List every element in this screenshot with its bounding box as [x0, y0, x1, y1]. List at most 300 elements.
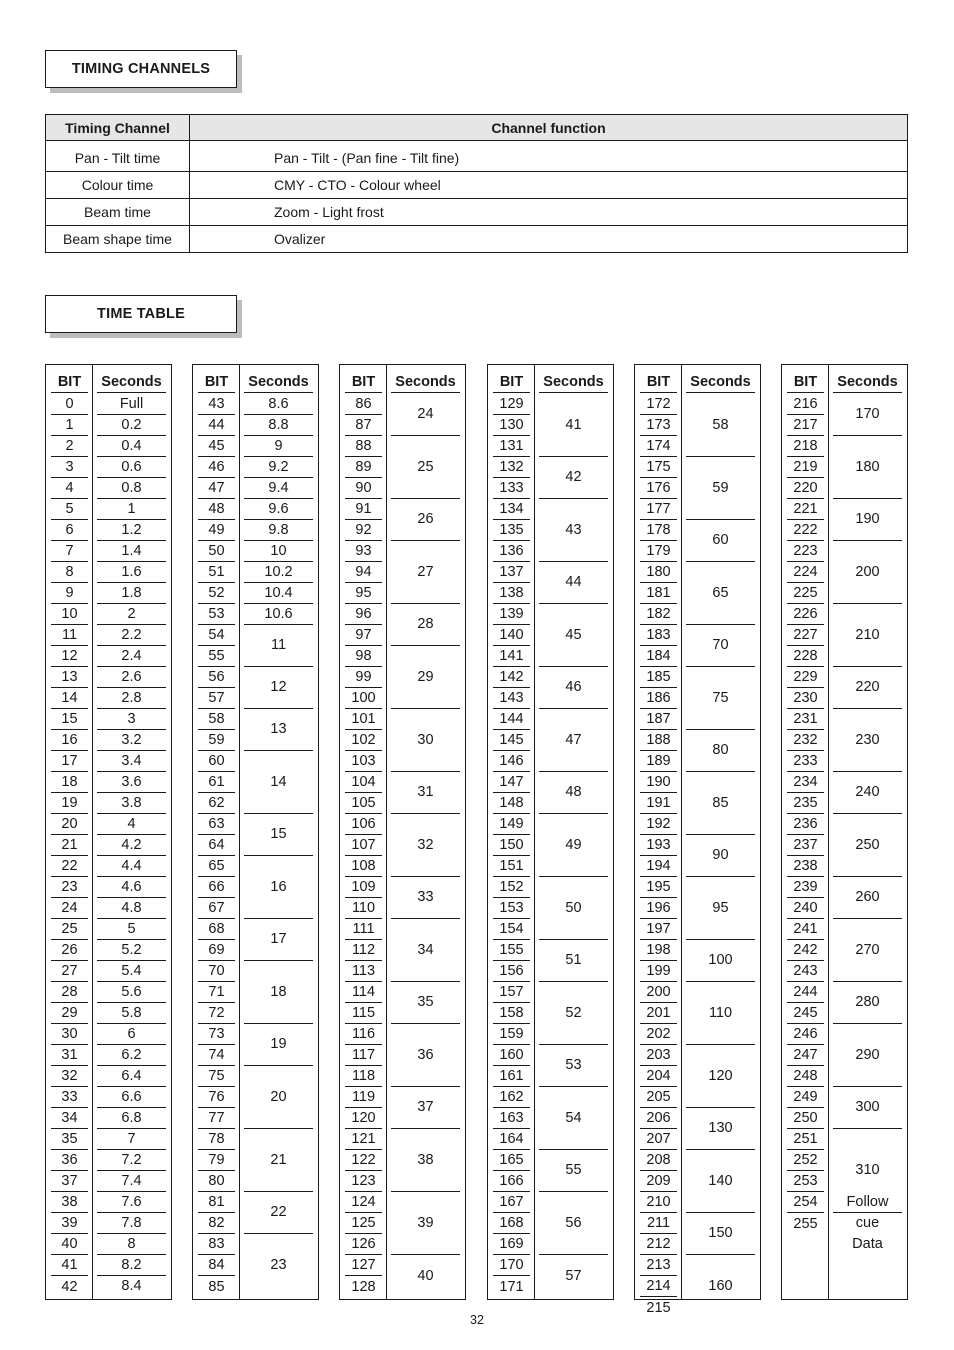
bit-cell: 22: [51, 856, 88, 877]
seconds-cell: 170: [833, 394, 902, 436]
bit-cell: 55: [198, 646, 235, 667]
seconds-cell: 60: [686, 520, 755, 562]
seconds-cell: 290: [833, 1024, 902, 1087]
bit-cell: 212: [640, 1234, 677, 1255]
column-divider: [239, 365, 240, 1299]
bit-cell: 243: [787, 961, 824, 982]
seconds-cell: 7: [97, 1129, 166, 1150]
bit-cell: 65: [198, 856, 235, 877]
bit-cell: 149: [493, 814, 530, 835]
bit-cell: 84: [198, 1255, 235, 1276]
bit-cell: 185: [640, 667, 677, 688]
bit-cell: 169: [493, 1234, 530, 1255]
seconds-cell: 270: [833, 919, 902, 982]
seconds-cell: 10.2: [244, 562, 313, 583]
bit-cell: 112: [345, 940, 382, 961]
bit-cell: 104: [345, 772, 382, 793]
bit-cell: 141: [493, 646, 530, 667]
seconds-cell: 230: [833, 709, 902, 772]
bit-cell: 51: [198, 562, 235, 583]
seconds-cell: 280: [833, 982, 902, 1024]
seconds-cell: 28: [391, 604, 460, 646]
timing-channels-table: [45, 114, 908, 253]
seconds-cell: 6.2: [97, 1045, 166, 1066]
seconds-cell: 44: [539, 562, 608, 604]
bit-cell: 1: [51, 415, 88, 436]
bit-cell: 49: [198, 520, 235, 541]
seconds-cell: 30: [391, 709, 460, 772]
bit-cell: 4: [51, 478, 88, 499]
bit-cell: 126: [345, 1234, 382, 1255]
bit-cell: 148: [493, 793, 530, 814]
timing-channel-cell: Pan - Tilt time: [46, 141, 190, 172]
bit-cell: 135: [493, 520, 530, 541]
seconds-cell: 110: [686, 982, 755, 1045]
seconds-cell: 4.4: [97, 856, 166, 877]
seconds-cell: 5.8: [97, 1003, 166, 1024]
bit-cell: 56: [198, 667, 235, 688]
bit-cell: 45: [198, 436, 235, 457]
bit-cell: 115: [345, 1003, 382, 1024]
seconds-cell: 12: [244, 667, 313, 709]
bit-cell: 216: [787, 394, 824, 415]
bit-cell: 247: [787, 1045, 824, 1066]
bit-cell: 188: [640, 730, 677, 751]
timing-row: [46, 141, 908, 172]
seconds-cell: 2.4: [97, 646, 166, 667]
bit-cell: 164: [493, 1129, 530, 1150]
seconds-cell: 240: [833, 772, 902, 814]
bit-cell: 221: [787, 499, 824, 520]
bit-cell: 111: [345, 919, 382, 940]
bit-cell: 130: [493, 415, 530, 436]
bit-cell: 36: [51, 1150, 88, 1171]
bit-cell: 232: [787, 730, 824, 751]
bit-cell: 249: [787, 1087, 824, 1108]
bit-cell: 121: [345, 1129, 382, 1150]
seconds-cell: 5: [97, 919, 166, 940]
bit-cell: 157: [493, 982, 530, 1003]
header-underline: [787, 392, 824, 393]
bit-cell: 87: [345, 415, 382, 436]
bit-cell: 191: [640, 793, 677, 814]
bit-cell: 173: [640, 415, 677, 436]
seconds-cell: 3.8: [97, 793, 166, 814]
seconds-cell: 38: [391, 1129, 460, 1192]
bit-cell: 175: [640, 457, 677, 478]
bit-cell: 81: [198, 1192, 235, 1213]
seconds-cell: 200: [833, 541, 902, 604]
bit-cell: 91: [345, 499, 382, 520]
column-divider: [681, 365, 682, 1299]
bit-cell: 34: [51, 1108, 88, 1129]
bit-cell: 229: [787, 667, 824, 688]
bit-cell: 217: [787, 415, 824, 436]
bit-cell: 0: [51, 394, 88, 415]
bit-cell: 71: [198, 982, 235, 1003]
bit-cell: 5: [51, 499, 88, 520]
bit-cell: 99: [345, 667, 382, 688]
bit-cell: 123: [345, 1171, 382, 1192]
bit-cell: 75: [198, 1066, 235, 1087]
seconds-cell: 59: [686, 457, 755, 520]
bit-cell: 184: [640, 646, 677, 667]
bit-cell: 234: [787, 772, 824, 793]
seconds-cell: 10.6: [244, 604, 313, 625]
seconds-cell: Follow cue Data: [846, 1194, 889, 1252]
seconds-cell: 220: [833, 667, 902, 709]
bit-header: BIT: [57, 373, 82, 390]
bit-cell: 192: [640, 814, 677, 835]
bit-cell: 203: [640, 1045, 677, 1066]
timing-row: [46, 199, 908, 226]
bit-cell: 154: [493, 919, 530, 940]
bit-cell: 174: [640, 436, 677, 457]
bit-cell: 39: [51, 1213, 88, 1234]
seconds-cell: 0.2: [97, 415, 166, 436]
bit-cell: 168: [493, 1213, 530, 1234]
seconds-cell: 6.4: [97, 1066, 166, 1087]
seconds-cell: 17: [244, 919, 313, 961]
seconds-cell: 7.4: [97, 1171, 166, 1192]
seconds-cell: 260: [833, 877, 902, 919]
bit-cell: 16: [51, 730, 88, 751]
time-table-column: [781, 364, 908, 1300]
bit-cell: 26: [51, 940, 88, 961]
seconds-cell: 23: [270, 1257, 287, 1273]
seconds-cell: 26: [391, 499, 460, 541]
seconds-cell: 39: [391, 1192, 460, 1255]
bit-cell: 183: [640, 625, 677, 646]
bit-cell: 7: [51, 541, 88, 562]
seconds-cell: 14: [244, 751, 313, 814]
bit-cell: 231: [787, 709, 824, 730]
seconds-cell: 36: [391, 1024, 460, 1087]
bit-cell: 48: [198, 499, 235, 520]
seconds-cell: 56: [539, 1192, 608, 1255]
seconds-cell: 4.6: [97, 877, 166, 898]
bit-cell: 150: [493, 835, 530, 856]
bit-cell: 38: [51, 1192, 88, 1213]
bit-cell: 177: [640, 499, 677, 520]
seconds-cell: 47: [539, 709, 608, 772]
seconds-header: Seconds: [543, 373, 604, 390]
seconds-cell: 1.4: [97, 541, 166, 562]
bit-cell: 161: [493, 1066, 530, 1087]
seconds-header: Seconds: [837, 373, 898, 390]
bit-cell: 227: [787, 625, 824, 646]
bit-cell: 202: [640, 1024, 677, 1045]
bit-cell: 24: [51, 898, 88, 919]
bit-cell: 181: [640, 583, 677, 604]
bit-cell: 170: [493, 1255, 530, 1276]
seconds-cell: 9.4: [244, 478, 313, 499]
bit-cell: 172: [640, 394, 677, 415]
bit-cell: 83: [198, 1234, 235, 1255]
seconds-cell: 1.8: [97, 583, 166, 604]
seconds-cell: 37: [391, 1087, 460, 1129]
bit-cell: 25: [51, 919, 88, 940]
header-underline: [686, 392, 755, 393]
bit-cell: 15: [51, 709, 88, 730]
bit-cell: 2: [51, 436, 88, 457]
bit-cell: 96: [345, 604, 382, 625]
seconds-cell: 190: [833, 499, 902, 541]
seconds-cell: 5.6: [97, 982, 166, 1003]
seconds-cell: 9: [244, 436, 313, 457]
bit-cell: 245: [787, 1003, 824, 1024]
channel-function-cell: CMY - CTO - Colour wheel: [190, 172, 908, 199]
seconds-cell: 32: [391, 814, 460, 877]
timing-channels-title-text: TIMING CHANNELS: [71, 61, 211, 77]
seconds-cell: 140: [686, 1150, 755, 1213]
seconds-cell: 80: [686, 730, 755, 772]
bit-cell: 213: [640, 1255, 677, 1276]
timing-row: [46, 226, 908, 253]
bit-cell: 140: [493, 625, 530, 646]
seconds-cell: 49: [539, 814, 608, 877]
bit-cell: 252: [787, 1150, 824, 1171]
header-underline: [833, 392, 902, 393]
seconds-cell: 8.2: [97, 1255, 166, 1276]
bit-cell: 105: [345, 793, 382, 814]
bit-cell: 223: [787, 541, 824, 562]
bit-cell: 195: [640, 877, 677, 898]
bit-cell: 171: [499, 1278, 524, 1295]
bit-cell: 134: [493, 499, 530, 520]
seconds-cell: 4.8: [97, 898, 166, 919]
bit-cell: 54: [198, 625, 235, 646]
bit-cell: 100: [345, 688, 382, 709]
bit-cell: 160: [493, 1045, 530, 1066]
bit-cell: 106: [345, 814, 382, 835]
seconds-cell: 51: [539, 940, 608, 982]
bit-cell: 76: [198, 1087, 235, 1108]
bit-cell: 248: [787, 1066, 824, 1087]
bit-cell: 197: [640, 919, 677, 940]
seconds-cell: 10.4: [244, 583, 313, 604]
bit-cell: 32: [51, 1066, 88, 1087]
bit-cell: 74: [198, 1045, 235, 1066]
bit-cell: 138: [493, 583, 530, 604]
column-divider: [534, 365, 535, 1299]
seconds-cell: 3.2: [97, 730, 166, 751]
bit-cell: 17: [51, 751, 88, 772]
channel-function-cell: Ovalizer: [190, 226, 908, 253]
bit-cell: 124: [345, 1192, 382, 1213]
seconds-cell: 40: [417, 1267, 434, 1284]
bit-cell: 113: [345, 961, 382, 982]
bit-cell: 14: [51, 688, 88, 709]
bit-cell: 208: [640, 1150, 677, 1171]
page-number: 32: [470, 1313, 484, 1327]
bit-cell: 122: [345, 1150, 382, 1171]
seconds-cell: 6: [97, 1024, 166, 1045]
bit-cell: 236: [787, 814, 824, 835]
bit-cell: 241: [787, 919, 824, 940]
bit-cell: 159: [493, 1024, 530, 1045]
bit-cell: 250: [787, 1108, 824, 1129]
bit-cell: 133: [493, 478, 530, 499]
seconds-cell: 70: [686, 625, 755, 667]
bit-cell: 158: [493, 1003, 530, 1024]
seconds-cell: 19: [244, 1024, 313, 1066]
bit-cell: 179: [640, 541, 677, 562]
seconds-cell: 0.8: [97, 478, 166, 499]
seconds-cell: 160: [708, 1278, 733, 1294]
bit-cell: 42: [61, 1278, 78, 1295]
bit-cell: 97: [345, 625, 382, 646]
bit-cell: 224: [787, 562, 824, 583]
seconds-cell: 2: [97, 604, 166, 625]
seconds-cell: 180: [833, 436, 902, 499]
bit-header: BIT: [351, 373, 376, 390]
bit-cell: 251: [787, 1129, 824, 1150]
seconds-cell: 4.2: [97, 835, 166, 856]
seconds-cell: 4: [97, 814, 166, 835]
bit-cell: 143: [493, 688, 530, 709]
seconds-cell: 5.4: [97, 961, 166, 982]
seconds-cell: 210: [833, 604, 902, 667]
seconds-cell: 13: [244, 709, 313, 751]
bit-cell: 228: [787, 646, 824, 667]
seconds-cell: 5.2: [97, 940, 166, 961]
bit-cell: 178: [640, 520, 677, 541]
bit-cell: 44: [198, 415, 235, 436]
bit-cell: 88: [345, 436, 382, 457]
bit-cell: 23: [51, 877, 88, 898]
seconds-cell: 54: [539, 1087, 608, 1150]
bit-cell: 119: [345, 1087, 382, 1108]
bit-cell: 92: [345, 520, 382, 541]
bit-cell: 205: [640, 1087, 677, 1108]
bit-cell: 110: [345, 898, 382, 919]
seconds-header: Seconds: [101, 373, 162, 390]
bit-cell: 79: [198, 1150, 235, 1171]
seconds-cell: 2.8: [97, 688, 166, 709]
bit-cell: 68: [198, 919, 235, 940]
bit-cell: 214: [640, 1276, 677, 1297]
bit-cell: 225: [787, 583, 824, 604]
channel-function-cell: Pan - Tilt - (Pan fine - Tilt fine): [190, 141, 908, 172]
bit-cell: 46: [198, 457, 235, 478]
seconds-cell: 24: [391, 394, 460, 436]
bit-cell: 70: [198, 961, 235, 982]
bit-cell: 8: [51, 562, 88, 583]
bit-cell: 21: [51, 835, 88, 856]
seconds-cell: 3: [97, 709, 166, 730]
seconds-cell: 6.8: [97, 1108, 166, 1129]
bit-cell: 78: [198, 1129, 235, 1150]
bit-cell: 86: [345, 394, 382, 415]
header-underline: [198, 392, 235, 393]
seconds-cell: 18: [244, 961, 313, 1024]
seconds-cell: 120: [686, 1045, 755, 1108]
bit-cell: 103: [345, 751, 382, 772]
bit-cell: 166: [493, 1171, 530, 1192]
bit-cell: 47: [198, 478, 235, 499]
seconds-cell: 310: [833, 1129, 902, 1213]
bit-cell: 69: [198, 940, 235, 961]
seconds-cell: 85: [686, 772, 755, 835]
bit-cell: 94: [345, 562, 382, 583]
bit-cell: 85: [208, 1278, 225, 1295]
timing-row: [46, 172, 908, 199]
seconds-cell: 8: [97, 1234, 166, 1255]
bit-header: BIT: [793, 373, 818, 390]
seconds-cell: 9.2: [244, 457, 313, 478]
seconds-cell: 2.2: [97, 625, 166, 646]
seconds-cell: 15: [244, 814, 313, 856]
timing-channel-cell: Colour time: [46, 172, 190, 199]
bit-cell: 10: [51, 604, 88, 625]
seconds-cell: 1.2: [97, 520, 166, 541]
channel-function-cell: Zoom - Light frost: [190, 199, 908, 226]
bit-cell: 139: [493, 604, 530, 625]
seconds-cell: Full: [97, 394, 166, 415]
bit-cell: 116: [345, 1024, 382, 1045]
seconds-cell: 41: [539, 394, 608, 457]
seconds-cell: 130: [686, 1108, 755, 1150]
bit-cell: 142: [493, 667, 530, 688]
seconds-cell: 42: [539, 457, 608, 499]
header-underline: [51, 392, 88, 393]
bit-cell: 176: [640, 478, 677, 499]
bit-header: BIT: [499, 373, 524, 390]
bit-cell: 220: [787, 478, 824, 499]
bit-cell: 114: [345, 982, 382, 1003]
bit-cell: 43: [198, 394, 235, 415]
header-underline: [640, 392, 677, 393]
bit-cell: 193: [640, 835, 677, 856]
bit-cell: 255: [793, 1215, 818, 1232]
bit-cell: 18: [51, 772, 88, 793]
seconds-cell: 57: [565, 1267, 582, 1284]
bit-cell: 64: [198, 835, 235, 856]
bit-cell: 238: [787, 856, 824, 877]
bit-cell: 12: [51, 646, 88, 667]
seconds-cell: 0.6: [97, 457, 166, 478]
seconds-cell: 25: [391, 436, 460, 499]
bit-cell: 240: [787, 898, 824, 919]
bit-cell: 13: [51, 667, 88, 688]
seconds-cell: 45: [539, 604, 608, 667]
bit-cell: 187: [640, 709, 677, 730]
bit-cell: 152: [493, 877, 530, 898]
seconds-cell: 53: [539, 1045, 608, 1087]
bit-cell: 153: [493, 898, 530, 919]
bit-cell: 242: [787, 940, 824, 961]
bit-header: BIT: [204, 373, 229, 390]
bit-cell: 219: [787, 457, 824, 478]
column-divider: [828, 365, 829, 1299]
header-underline: [345, 392, 382, 393]
bit-cell: 210: [640, 1192, 677, 1213]
bit-cell: 33: [51, 1087, 88, 1108]
timing-table-header-row: [46, 115, 908, 141]
seconds-cell: 50: [539, 877, 608, 940]
bit-cell: 67: [198, 898, 235, 919]
bit-cell: 37: [51, 1171, 88, 1192]
bit-cell: 20: [51, 814, 88, 835]
bit-cell: 98: [345, 646, 382, 667]
bit-cell: 182: [640, 604, 677, 625]
bit-cell: 63: [198, 814, 235, 835]
bit-cell: 30: [51, 1024, 88, 1045]
seconds-cell: 300: [833, 1087, 902, 1129]
seconds-cell: 7.8: [97, 1213, 166, 1234]
bit-cell: 147: [493, 772, 530, 793]
